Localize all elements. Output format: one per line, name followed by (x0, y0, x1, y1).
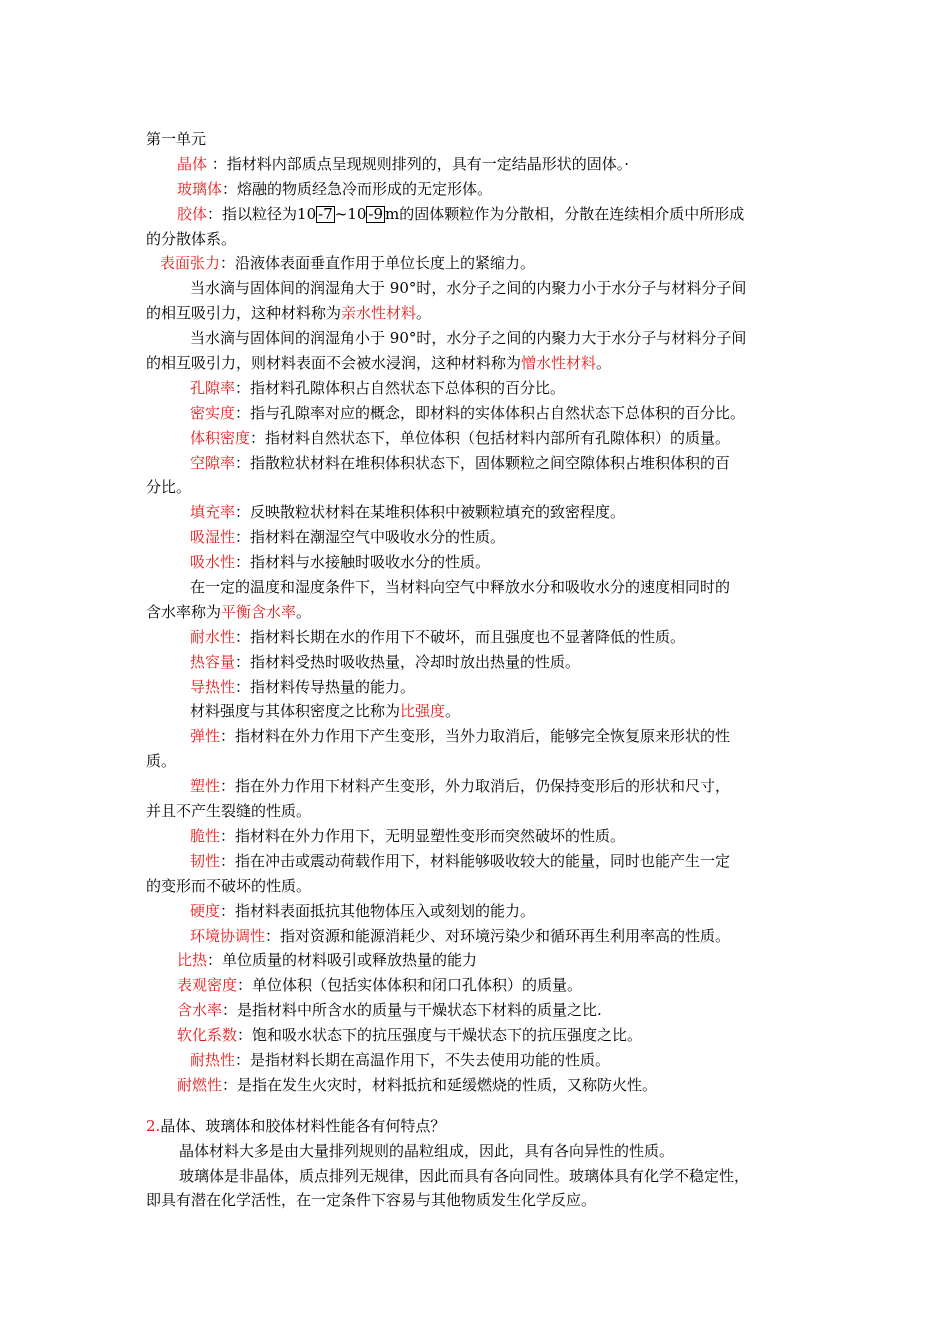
prop-toughness-continued: 的变形而不破坏的性质。 (146, 876, 312, 895)
prop-fill-ratio: 填充率：反映散粒状材料在某堆积体积中被颗粒填充的致密程度。 (190, 503, 626, 522)
term-label: 耐燃性 (177, 1075, 223, 1094)
term-label: 平衡含水率 (221, 602, 297, 621)
prop-plasticity: 塑性：指在外力作用下材料产生变形，外力取消后，仍保持变形后的形状和尺寸， (190, 777, 731, 796)
prop-apparent-density: 表观密度：单位体积（包括实体体积和闭口孔体积）的质量。 (177, 976, 583, 995)
answer-crystal: 晶体材料大多是由大量排列规则的晶粒组成，因此，具有各向异性的性质。 (179, 1141, 675, 1160)
prop-bulk-density: 体积密度：指材料自然状态下，单位体积（包括材料内部所有孔隙体积）的质量。 (190, 428, 731, 447)
prop-compactness: 密实度：指与孔隙率对应的概念，即材料的实体体积占自然状态下总体积的百分比。 (190, 403, 746, 422)
prop-toughness: 韧性：指在冲击或震动荷载作用下，材料能够吸收较大的能量，同时也能产生一定 (190, 851, 731, 870)
prop-water-absorption: 吸水性：指材料与水接触时吸收水分的性质。 (190, 553, 491, 572)
prop-heat-capacity: 热容量：指材料受热时吸收热量，冷却时放出热量的性质。 (190, 652, 581, 671)
answer-glass-line2: 即具有潜在化学活性，在一定条件下容易与其他物质发生化学反应。 (146, 1191, 597, 1210)
term-label: 热容量 (190, 652, 236, 671)
term-label: 密实度 (190, 403, 236, 422)
term-label: 晶体 (177, 154, 208, 173)
prop-porosity: 孔隙率：指材料孔隙体积占自然状态下总体积的百分比。 (190, 378, 566, 397)
hydrophobic-line2: 的相互吸引力，则材料表面不会被水浸润，这种材料称为憎水性材料。 (146, 354, 612, 373)
term-crystal: 晶体 ：指材料内部质点呈现规则排列的，具有一定结晶形状的固体。· (177, 154, 630, 173)
prop-elasticity-continued: 质。 (146, 752, 177, 771)
prop-thermal-conductivity: 导热性：指材料传导热量的能力。 (190, 677, 416, 696)
equilibrium-line2: 含水率称为平衡含水率。 (146, 602, 312, 621)
term-label: 硬度 (190, 901, 221, 920)
term-label: 孔隙率 (190, 378, 236, 397)
term-definition: 熔融的物质经急冷而形成的无定形体。 (237, 179, 493, 198)
term-label: 比强度 (400, 702, 446, 721)
unit-title: 第一单元 (146, 130, 207, 148)
equilibrium-line1: 在一定的温度和湿度条件下，当材料向空气中释放水分和吸收水分的速度相同时的 (190, 578, 731, 597)
document-page (146, 127, 814, 1213)
prop-hardness: 硬度：指材料表面抵抗其他物体压入或刻划的能力。 (190, 901, 536, 920)
term-label: 韧性 (190, 851, 221, 870)
prop-environmental: 环境协调性：指对资源和能源消耗少、对环境污染少和循环再生利用率高的性质。 (190, 926, 731, 945)
prop-fire-resistance: 耐燃性：是指在发生火灾时，材料抵抗和延缓燃烧的性质，又称防火性。 (177, 1075, 658, 1094)
term-colloid: 胶体：指以粒径为10 -7 ~10 -9 m的固体颗粒作为分散相，分散在连续相介质中所形成 (177, 204, 745, 223)
prop-brittleness: 脆性：指材料在外力作用下，无明显塑性变形而突然破坏的性质。 (190, 826, 626, 845)
prop-plasticity-continued: 并且不产生裂缝的性质。 (146, 802, 312, 821)
term-label: 耐热性 (190, 1050, 236, 1069)
term-definition: 沿液体表面垂直作用于单位长度上的紧缩力。 (235, 254, 536, 273)
spacer (146, 1098, 814, 1114)
term-label: 亲水性材料 (341, 304, 417, 323)
term-label: 导热性 (190, 677, 236, 696)
term-label: 憎水性材料 (521, 354, 597, 373)
hydrophobic-line1: 当水滴与固体间的润湿角小于 90°时，水分子之间的内聚力大于水分子与材料分子间 (190, 329, 747, 348)
prop-void-ratio: 空隙率：指散粒状材料在堆积体积状态下，固体颗粒之间空隙体积占堆积体积的百 (190, 453, 731, 472)
term-label: 含水率 (177, 1001, 223, 1020)
hydrophilic-line1: 当水滴与固体间的润湿角大于 90°时，水分子之间的内聚力小于水分子与材料分子间 (190, 279, 747, 298)
term-label: 吸水性 (190, 553, 236, 572)
prop-specific-heat: 比热：单位质量的材料吸引或释放热量的能力 (177, 951, 478, 970)
exponent-box: -9 (368, 204, 384, 223)
term-label: 吸湿性 (190, 528, 236, 547)
specific-strength: 材料强度与其体积密度之比称为比强度。 (190, 702, 461, 721)
term-label: 耐水性 (190, 627, 236, 646)
prop-moisture-content: 含水率：是指材料中所含水的质量与干燥状态下材料的质量之比. (177, 1001, 602, 1020)
term-colloid-continued: 的分散体系。 (146, 229, 237, 248)
exponent-box: -7 (318, 204, 333, 223)
term-label: 体积密度 (190, 428, 251, 447)
term-label: 胶体 (177, 204, 208, 223)
term-label: 比热 (177, 951, 208, 970)
hydrophilic-line2: 的相互吸引力，这种材料称为亲水性材料。 (146, 304, 432, 323)
prop-elasticity: 弹性：指材料在外力作用下产生变形，当外力取消后，能够完全恢复原来形状的性 (190, 727, 731, 746)
term-label: 填充率 (190, 503, 236, 522)
term-label: 表面张力 (160, 254, 221, 273)
term-label: 环境协调性 (190, 926, 266, 945)
term-surface-tension: 表面张力：沿液体表面垂直作用于单位长度上的紧缩力。 (160, 254, 536, 273)
term-label: 空隙率 (190, 453, 236, 472)
question-number: 2. (146, 1116, 161, 1135)
prop-heat-resistance: 耐热性：是指材料长期在高温作用下，不失去使用功能的性质。 (190, 1050, 611, 1069)
term-label: 弹性 (190, 727, 221, 746)
prop-softening-coefficient: 软化系数：饱和吸水状态下的抗压强度与干燥状态下的抗压强度之比。 (177, 1026, 643, 1045)
term-label: 脆性 (190, 826, 221, 845)
question-text: 晶体、玻璃体和胶体材料性能各有何特点？ (160, 1116, 446, 1135)
prop-water-resistance: 耐水性：指材料长期在水的作用下不破坏，而且强度也不显著降低的性质。 (190, 627, 686, 646)
term-glass: 玻璃体：熔融的物质经急冷而形成的无定形体。 (177, 179, 493, 198)
term-label: 软化系数 (177, 1026, 238, 1045)
prop-hygroscopicity: 吸湿性：指材料在潮湿空气中吸收水分的性质。 (190, 528, 506, 547)
question-2 (146, 1114, 814, 1139)
term-label: 玻璃体 (177, 179, 223, 198)
term-label: 表观密度 (177, 976, 238, 995)
prop-void-ratio-continued: 分比。 (146, 478, 192, 497)
term-label: 塑性 (190, 777, 221, 796)
answer-glass-line1: 玻璃体是非晶体，质点排列无规律，因此而具有各向同性。玻璃体具有化学不稳定性， (179, 1166, 750, 1185)
term-definition: 指材料内部质点呈现规则排列的，具有一定结晶形状的固体。· (226, 154, 630, 173)
